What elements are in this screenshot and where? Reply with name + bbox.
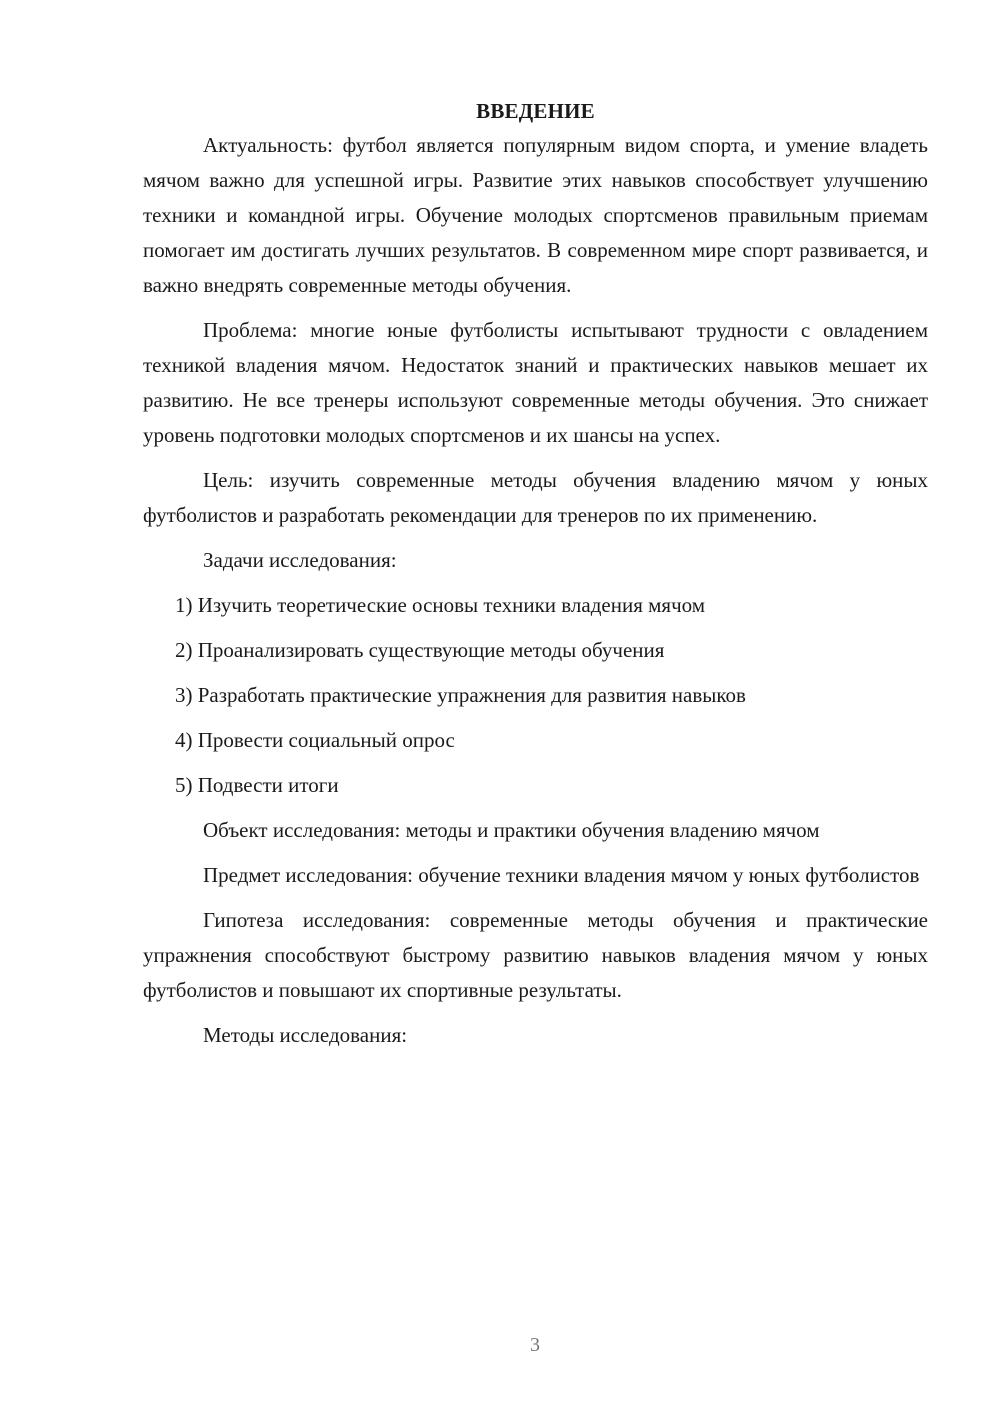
hypothesis-paragraph: Гипотеза исследования: современные методы обучения и практические упражнения способствуют быстрому развитию навыков владения мячом у юных футболистов и повышают их спортивные результаты.	[143, 908, 928, 1002]
object-paragraph: Объект исследования: методы и практики обучения владению мячом	[203, 818, 820, 842]
list-item: 2) Проанализировать существующие методы обучения	[175, 638, 665, 662]
tasks-list	[143, 588, 928, 803]
page-title: ВВЕДЕНИЕ	[476, 99, 595, 123]
relevance-paragraph: Актуальность: футбол является популярным видом спорта, и умение владеть мячом важно для успешной игры. Развитие этих навыков способствует улучшению техники и командной игры. Обучение молодых спортсменов правильным приемам помогает им достигать лучших результатов. В современном мире спорт развивается, и важно внедрять современные методы обучения.	[143, 133, 928, 297]
list-item: 5) Подвести итоги	[175, 773, 339, 797]
methods-heading: Методы исследования:	[203, 1023, 408, 1047]
list-item: 4) Провести социальный опрос	[175, 728, 455, 752]
subject-paragraph: Предмет исследования: обучение техники владения мячом у юных футболистов	[203, 863, 920, 887]
goal-paragraph: Цель: изучить современные методы обучения владению мячом у юных футболистов и разработать рекомендации для тренеров по их применению.	[143, 468, 928, 527]
tasks-heading: Задачи исследования:	[203, 548, 397, 572]
document-page	[143, 96, 928, 1053]
list-item: 1) Изучить теоретические основы техники владения мячом	[175, 593, 706, 617]
page-number: 3	[530, 1334, 540, 1356]
problem-paragraph: Проблема: многие юные футболисты испытывают трудности с овладением техникой владения мячом. Недостаток знаний и практических навыков мешает их развитию. Не все тренеры используют современные методы обучения. Это снижает уровень подготовки молодых спортсменов и их шансы на успех.	[143, 318, 928, 447]
list-item: 3) Разработать практические упражнения для развития навыков	[175, 683, 746, 707]
